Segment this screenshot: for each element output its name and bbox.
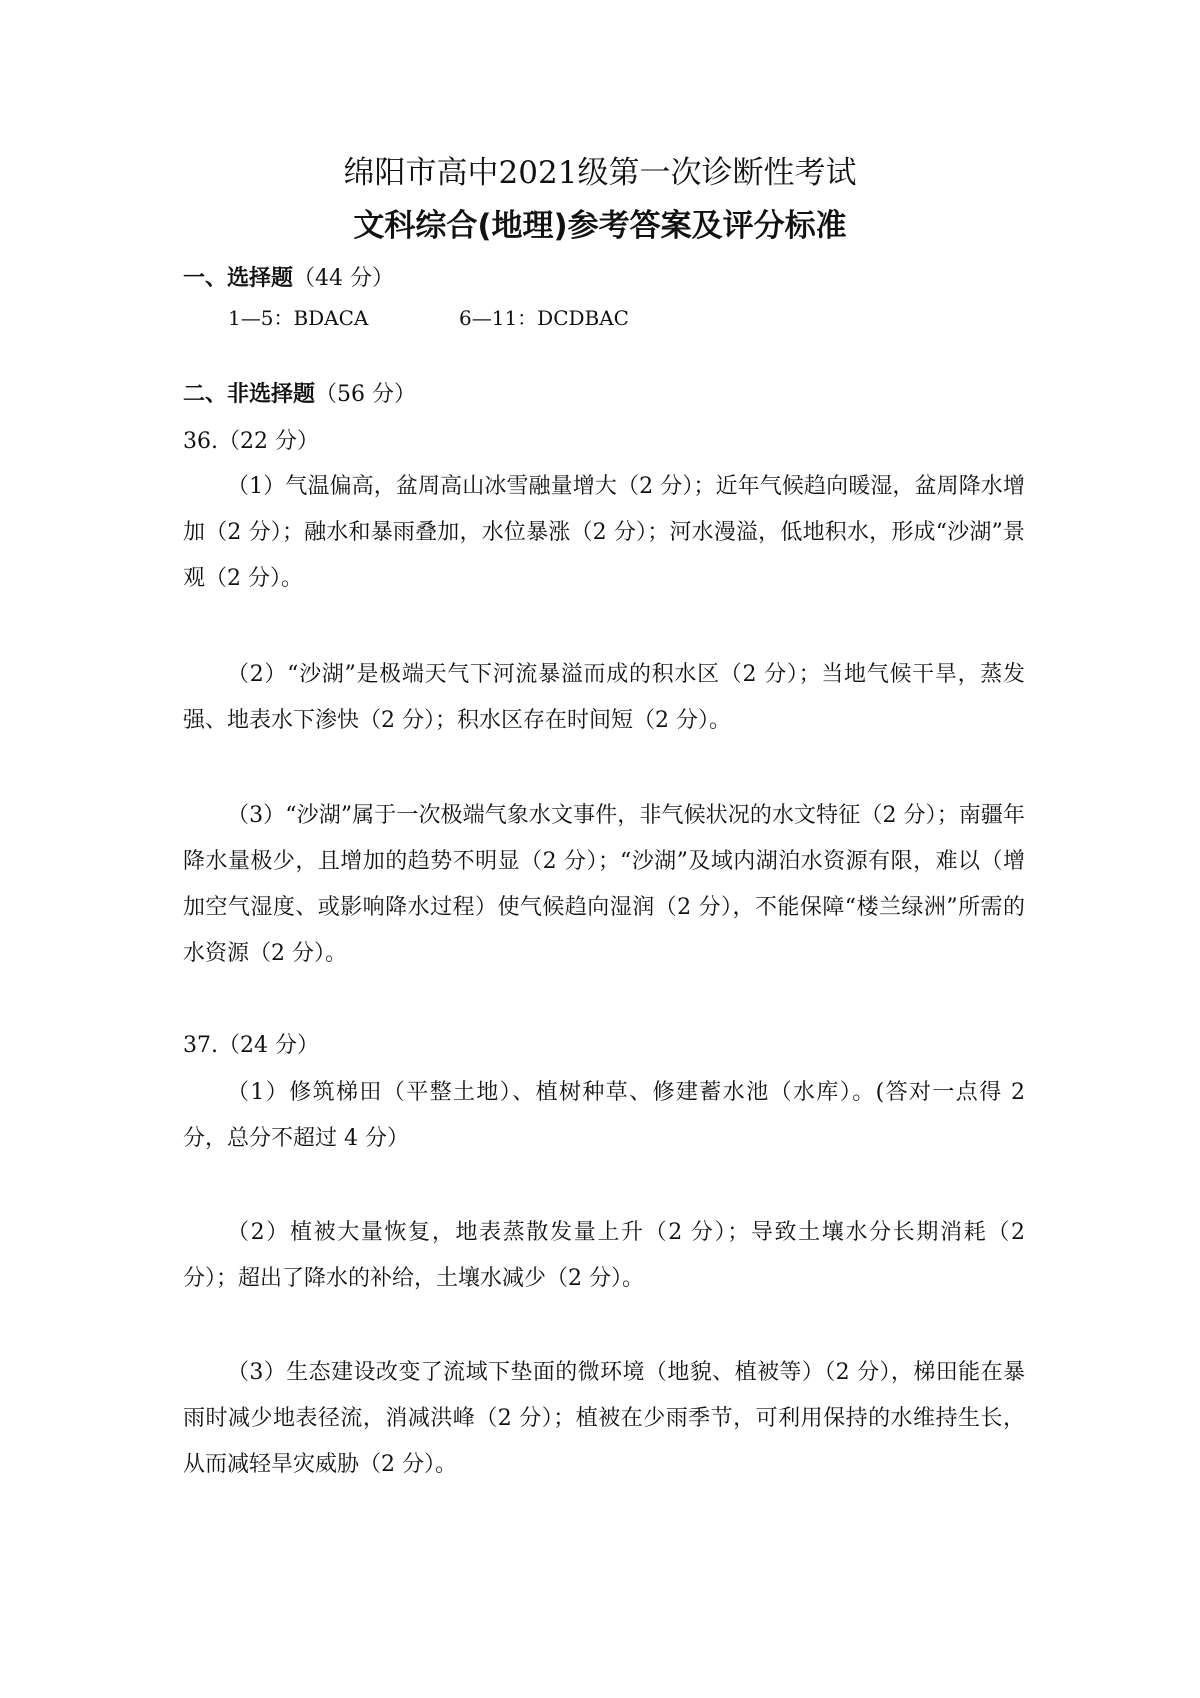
- q36-answer-1-text: （1）气温偏高，盆周高山冰雪融量增大（2 分）；近年气候趋向暖湿，盆周降水增加（2 分）；融水和暴雨叠加，水位暴涨（2 分）；河水漫溢，低地积水，形成“沙湖”景观（2 分）。: [183, 474, 1025, 591]
- q37-answer-2: [183, 1210, 1025, 1302]
- section-1-score: （44 分）: [293, 266, 395, 291]
- q36-answer-3-text: （3）“沙湖”属于一次极端气象水文事件，非气候状况的水文特征（2 分）；南疆年降水量极少，且增加的趋势不明显（2 分）；“沙湖”及域内湖泊水资源有限，难以（增加空气湿度、或影响降水过程）使气候趋向湿润（2 分），不能保障“楼兰绿洲”所需的水资源（2 分）。: [183, 803, 1025, 966]
- q36-answer-2-text: （2）“沙湖”是极端天气下河流暴溢而成的积水区（2 分）；当地气候干旱，蒸发强、地表水下渗快（2 分）；积水区存在时间短（2 分）。: [183, 662, 1025, 733]
- question-36-number: 36.（22 分）: [183, 429, 319, 454]
- q37-answer-3: [183, 1350, 1025, 1488]
- section-1-heading: [183, 264, 394, 294]
- q36-answer-2: [183, 652, 1025, 744]
- exam-title: 绵阳市高中2021级第一次诊断性考试: [343, 155, 857, 191]
- q36-answer-1: [183, 464, 1025, 602]
- answers-1-5: 1—5：BDACA: [228, 306, 369, 330]
- q37-answer-2-text: （2）植被大量恢复，地表蒸散发量上升（2 分）；导致土壤水分长期消耗（2 分）；超出了降水的补给，土壤水减少（2 分）。: [183, 1220, 1025, 1291]
- section-2-score: （56 分）: [315, 382, 417, 407]
- q37-answer-3-text: （3）生态建设改变了流域下垫面的微环境（地貌、植被等）（2 分），梯田能在暴雨时减少地表径流，消减洪峰（2 分）；植被在少雨季节，可利用保持的水维持生长，从而减轻旱灾威胁（2 分）。: [183, 1360, 1025, 1477]
- q36-answer-3: [183, 793, 1025, 977]
- section-2-heading: [183, 380, 416, 410]
- question-37-number: 37.（24 分）: [183, 1033, 319, 1058]
- answers-6-11: 6—11：DCDBAC: [459, 306, 629, 330]
- answer-key-title: 文科综合(地理)参考答案及评分标准: [353, 208, 847, 244]
- q37-answer-1: [183, 1070, 1025, 1162]
- q37-answer-1-text: （1）修筑梯田（平整土地）、植树种草、修建蓄水池（水库）。(答对一点得 2 分，总分不超过 4 分）: [183, 1080, 1025, 1151]
- section-1-label: 一、选择题: [183, 266, 294, 291]
- section-2-label: 二、非选择题: [183, 382, 316, 407]
